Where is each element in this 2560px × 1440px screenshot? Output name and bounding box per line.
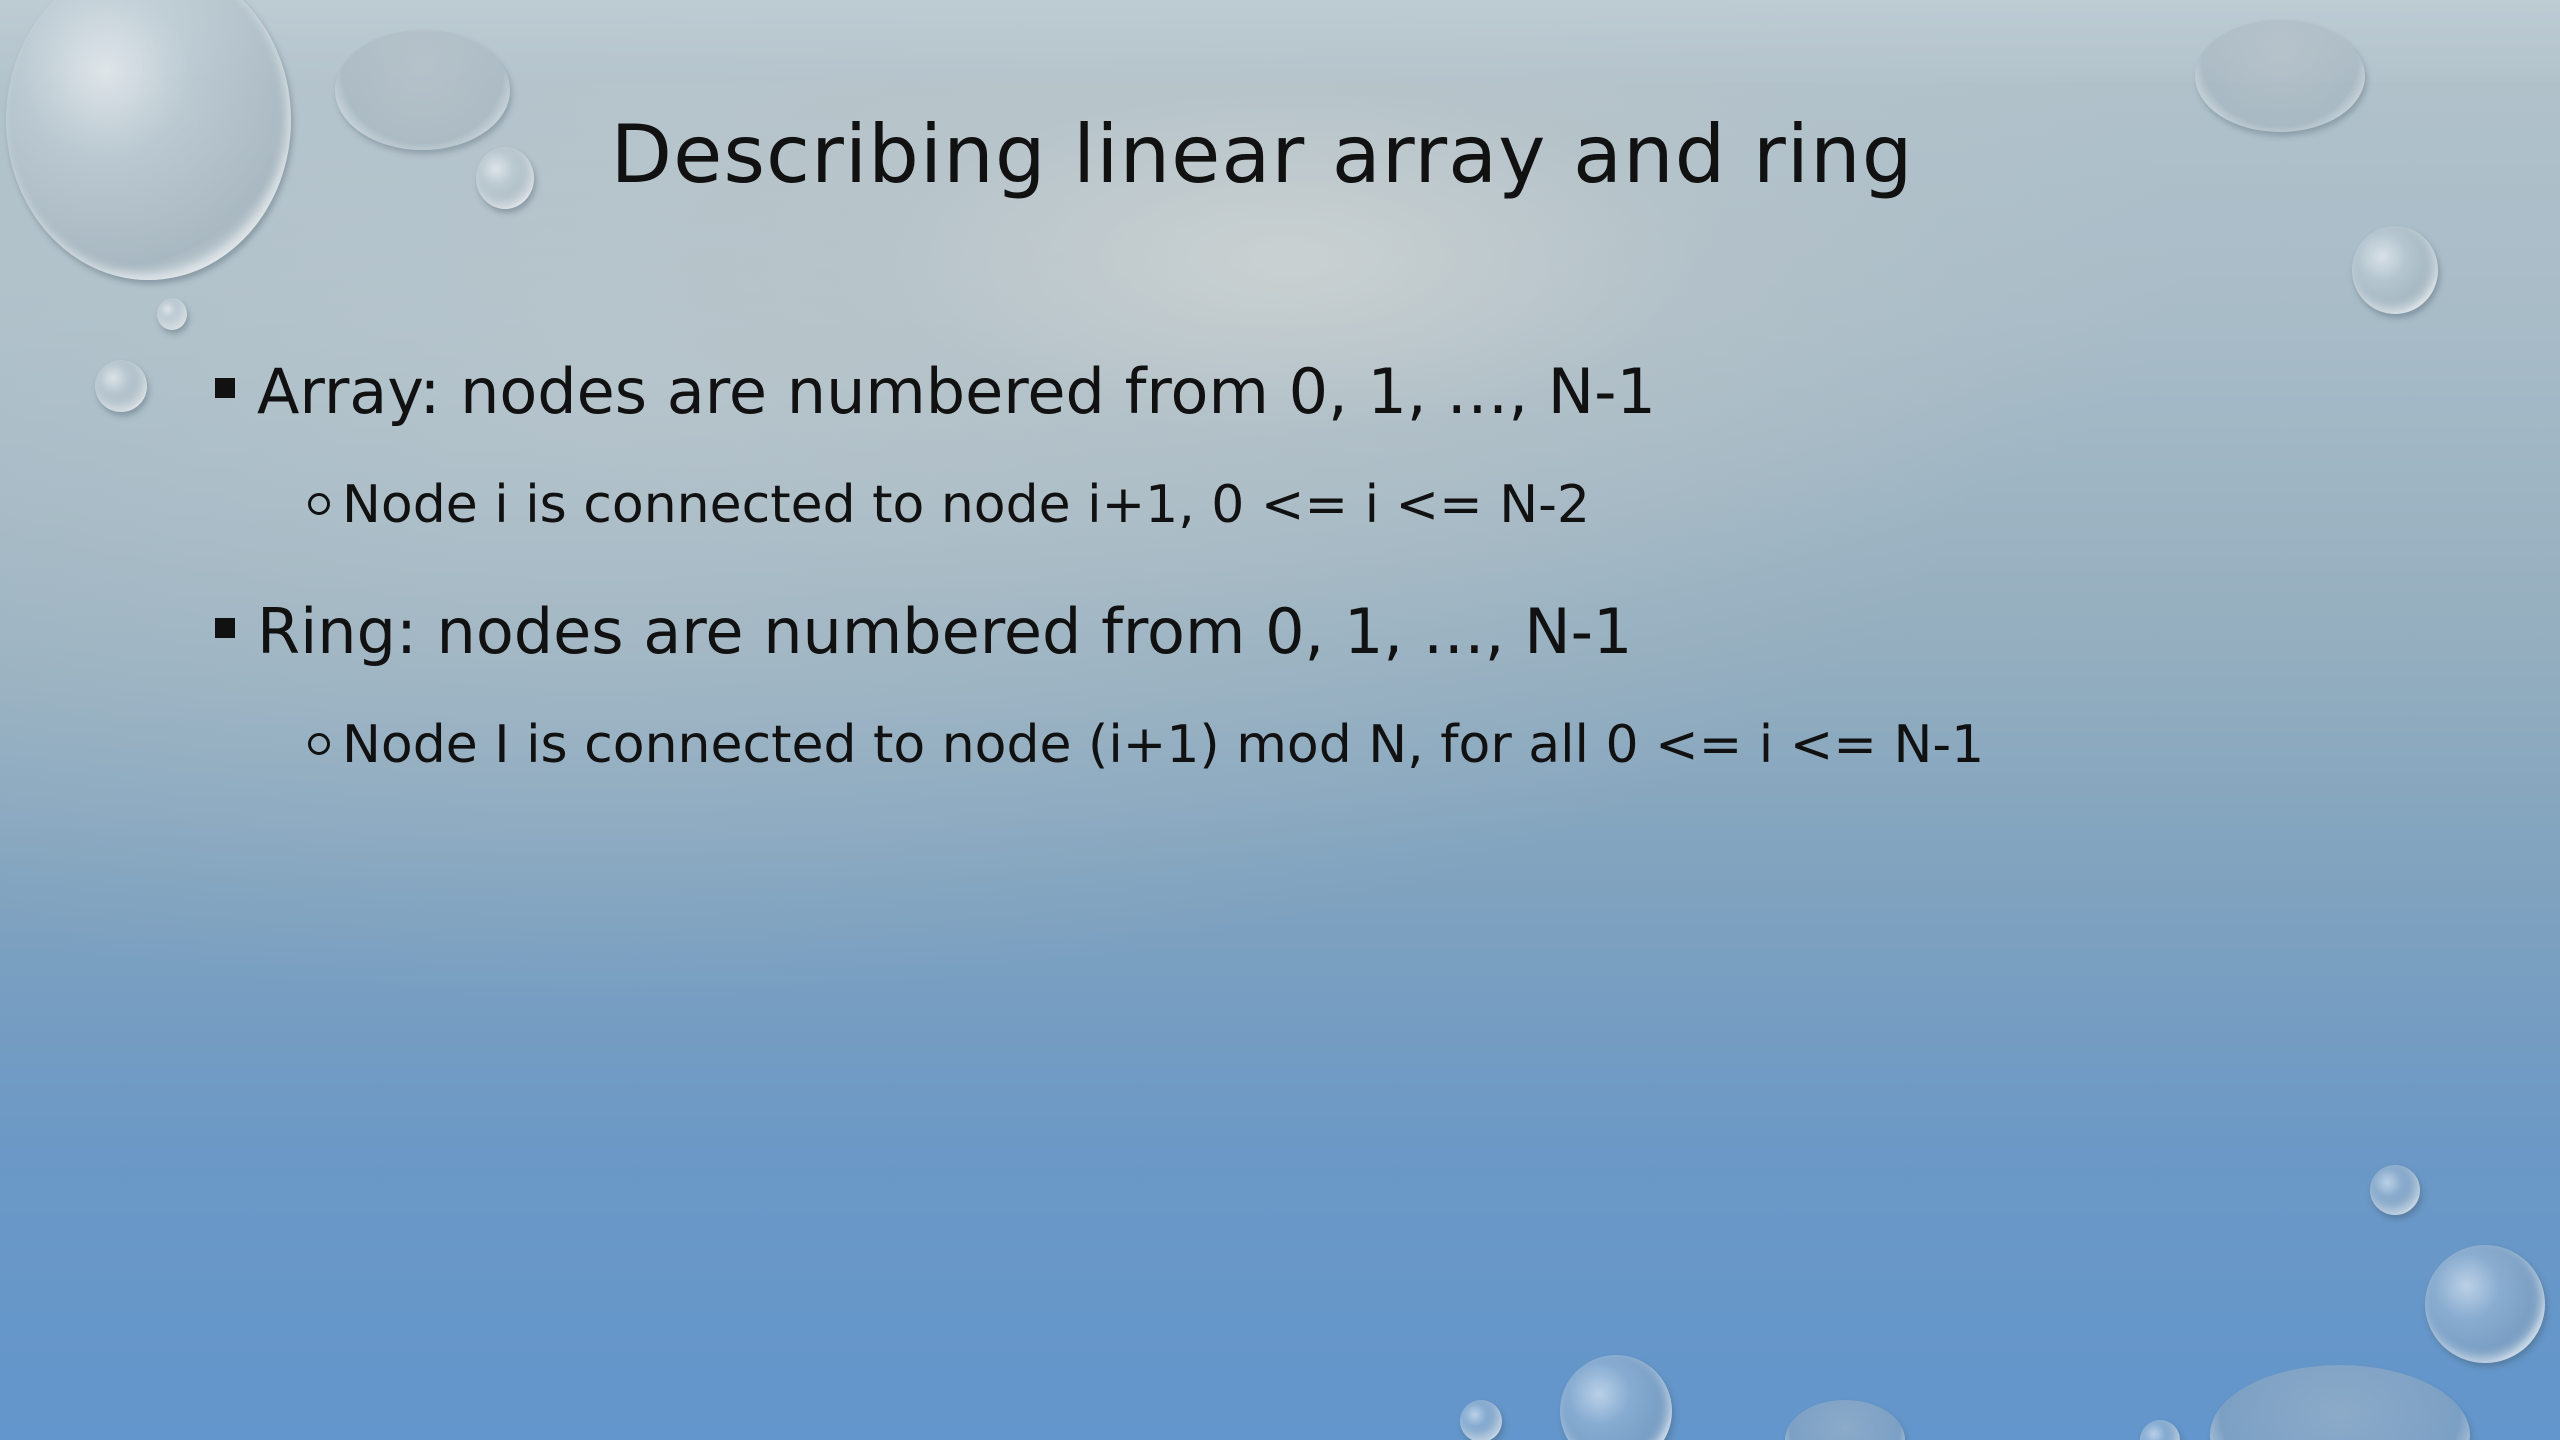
water-droplet-decoration (1460, 1400, 1502, 1440)
water-droplet-decoration (1785, 1400, 1905, 1440)
water-droplet-decoration (2140, 1420, 2180, 1440)
sub-bullet-array-text: Node i is connected to node i+1, 0 <= i <= N-2 (342, 475, 1590, 535)
bullet-array (215, 355, 1656, 428)
bullet-array-text: Array: nodes are numbered from 0, 1, …, N-1 (257, 355, 1656, 428)
square-bullet-icon (215, 378, 235, 398)
circle-bullet-icon (308, 733, 330, 755)
water-droplet-decoration (2210, 1365, 2470, 1440)
bullet-ring-text: Ring: nodes are numbered from 0, 1, …, N-1 (257, 595, 1633, 668)
square-bullet-icon (215, 618, 235, 638)
water-droplet-decoration (1560, 1355, 1672, 1440)
water-droplet-decoration (2370, 1165, 2420, 1215)
sub-bullet-ring-text: Node I is connected to node (i+1) mod N, for all 0 <= i <= N-1 (342, 715, 1985, 775)
water-droplet-decoration (2352, 226, 2438, 314)
water-droplet-decoration (95, 360, 147, 412)
water-droplet-decoration (2425, 1245, 2545, 1363)
water-droplet-decoration (157, 298, 187, 330)
circle-bullet-icon (308, 493, 330, 515)
slide-title: Describing linear array and ring (610, 108, 1914, 201)
bullet-ring (215, 595, 1632, 668)
sub-bullet-array (308, 475, 1590, 535)
sub-bullet-ring (308, 715, 1984, 775)
